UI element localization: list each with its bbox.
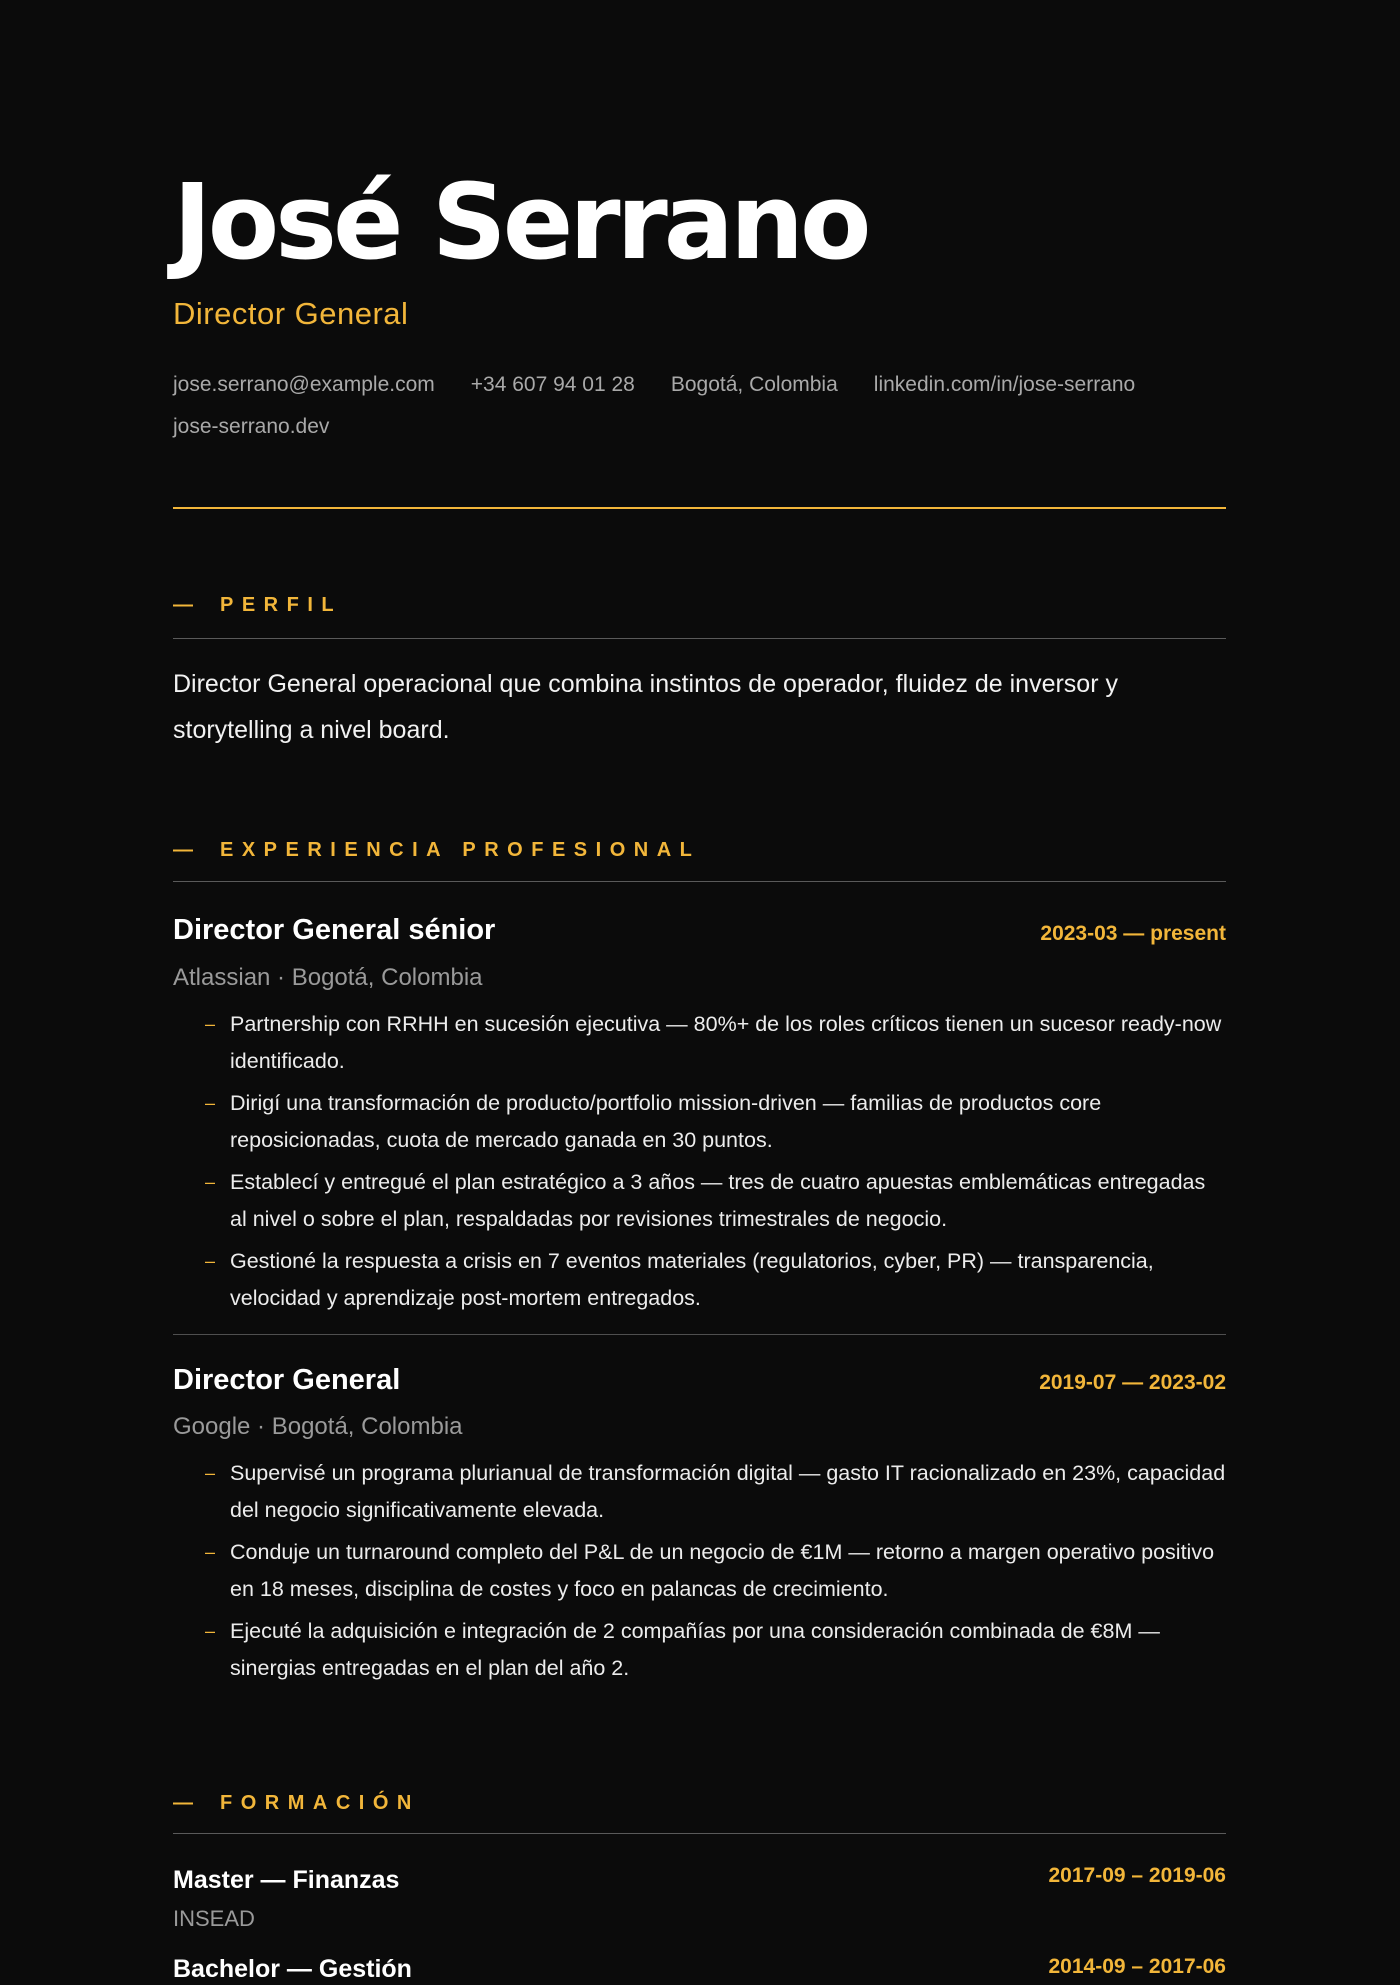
contact-email[interactable]: jose.serrano@example.com: [173, 373, 435, 396]
profile-summary: Director General operacional que combina instintos de operador, fluidez de inversor y storytelling a nivel board.: [173, 670, 1118, 744]
bullet-marker: –: [205, 1621, 216, 1641]
bullet-text: Gestioné la respuesta a crisis en 7 eventos materiales (regulatorios, cyber, PR) — transparencia, velocidad y aprendizaje post-mortem entregados.: [230, 1249, 1154, 1310]
job-bullets: [173, 1006, 1226, 1322]
bullet-marker: –: [205, 1542, 216, 1562]
candidate-role: Director General: [173, 296, 409, 331]
list-item: [173, 1455, 1226, 1529]
section-title-education: [173, 1790, 420, 1816]
bullet-marker: –: [205, 1172, 216, 1192]
section-dash: —: [173, 839, 193, 861]
section-title-profile-label: PERFIL: [220, 594, 343, 616]
candidate-name: José Serrano: [173, 161, 868, 283]
contact-phone[interactable]: +34 607 94 01 28: [470, 373, 635, 396]
list-item: [173, 1534, 1226, 1608]
job-dates: 2023-03 — present: [1040, 922, 1226, 945]
bullet-text: Partnership con RRHH en sucesión ejecutiva — 80%+ de los roles críticos tienen un sucesor ready-now identificado.: [230, 1012, 1222, 1073]
contact-location: Bogotá, Colombia: [670, 373, 838, 396]
education-dates: 2014-09 – 2017-06: [1048, 1955, 1226, 1978]
bullet-marker: –: [205, 1463, 216, 1483]
bullet-text: Ejecuté la adquisición e integración de 2 compañías por una consideración combinada de €8M — sinergias entregadas en el plan del año 2.: [230, 1619, 1160, 1680]
section-title-profile: [173, 592, 342, 618]
job-title: Director General sénior: [173, 914, 496, 946]
education-degree: Master — Finanzas: [173, 1866, 400, 1894]
list-item: [173, 1243, 1226, 1317]
bullet-text: Conduje un turnaround completo del P&L de un negocio de €1M — retorno a margen operativo positivo en 18 meses, disciplina de costes y foco en palancas de crecimiento.: [230, 1540, 1215, 1601]
list-item: [173, 1006, 1226, 1080]
job-divider: [173, 1334, 1226, 1335]
contact-linkedin[interactable]: linkedin.com/in/jose-serrano: [873, 373, 1136, 396]
education-degree: Bachelor — Gestión: [173, 1955, 412, 1983]
list-item: [173, 1085, 1226, 1159]
section-dash: —: [173, 594, 193, 616]
list-item: [173, 1164, 1226, 1238]
bullet-marker: –: [205, 1093, 216, 1113]
job-company: Google · Bogotá, Colombia: [173, 1413, 463, 1440]
contact-list: [173, 364, 1226, 448]
section-divider-experience: [173, 881, 1226, 882]
job-company: Atlassian · Bogotá, Colombia: [173, 964, 483, 991]
bullet-marker: –: [205, 1251, 216, 1271]
header-divider: [173, 507, 1226, 509]
job-dates: 2019-07 — 2023-02: [1039, 1371, 1226, 1394]
section-title-experience: [173, 837, 700, 863]
section-divider-education: [173, 1833, 1226, 1834]
bullet-text: Supervisé un programa plurianual de transformación digital — gasto IT racionalizado en 23%, capacidad del negocio significativamente elevada.: [230, 1461, 1226, 1522]
contact-website[interactable]: jose-serrano.dev: [173, 415, 330, 438]
bullet-text: Dirigí una transformación de producto/portfolio mission-driven — familias de productos core reposicionadas, cuota de mercado ganada en 30 puntos.: [230, 1091, 1102, 1152]
section-dash: —: [173, 1792, 193, 1814]
bullet-marker: –: [205, 1014, 216, 1034]
education-school: INSEAD: [173, 1906, 255, 1931]
job-bullets: [173, 1455, 1226, 1692]
job-title: Director General: [173, 1364, 401, 1396]
list-item: [173, 1613, 1226, 1687]
bullet-text: Establecí y entregué el plan estratégico a 3 años — tres de cuatro apuestas emblemáticas entregadas al nivel o sobre el plan, respaldadas por revisiones trimestrales de negocio.: [230, 1170, 1206, 1231]
section-divider-profile: [173, 638, 1226, 639]
education-dates: 2017-09 – 2019-06: [1048, 1864, 1226, 1887]
section-title-education-label: FORMACIÓN: [220, 1792, 420, 1814]
section-title-experience-label: EXPERIENCIA PROFESIONAL: [220, 839, 701, 861]
